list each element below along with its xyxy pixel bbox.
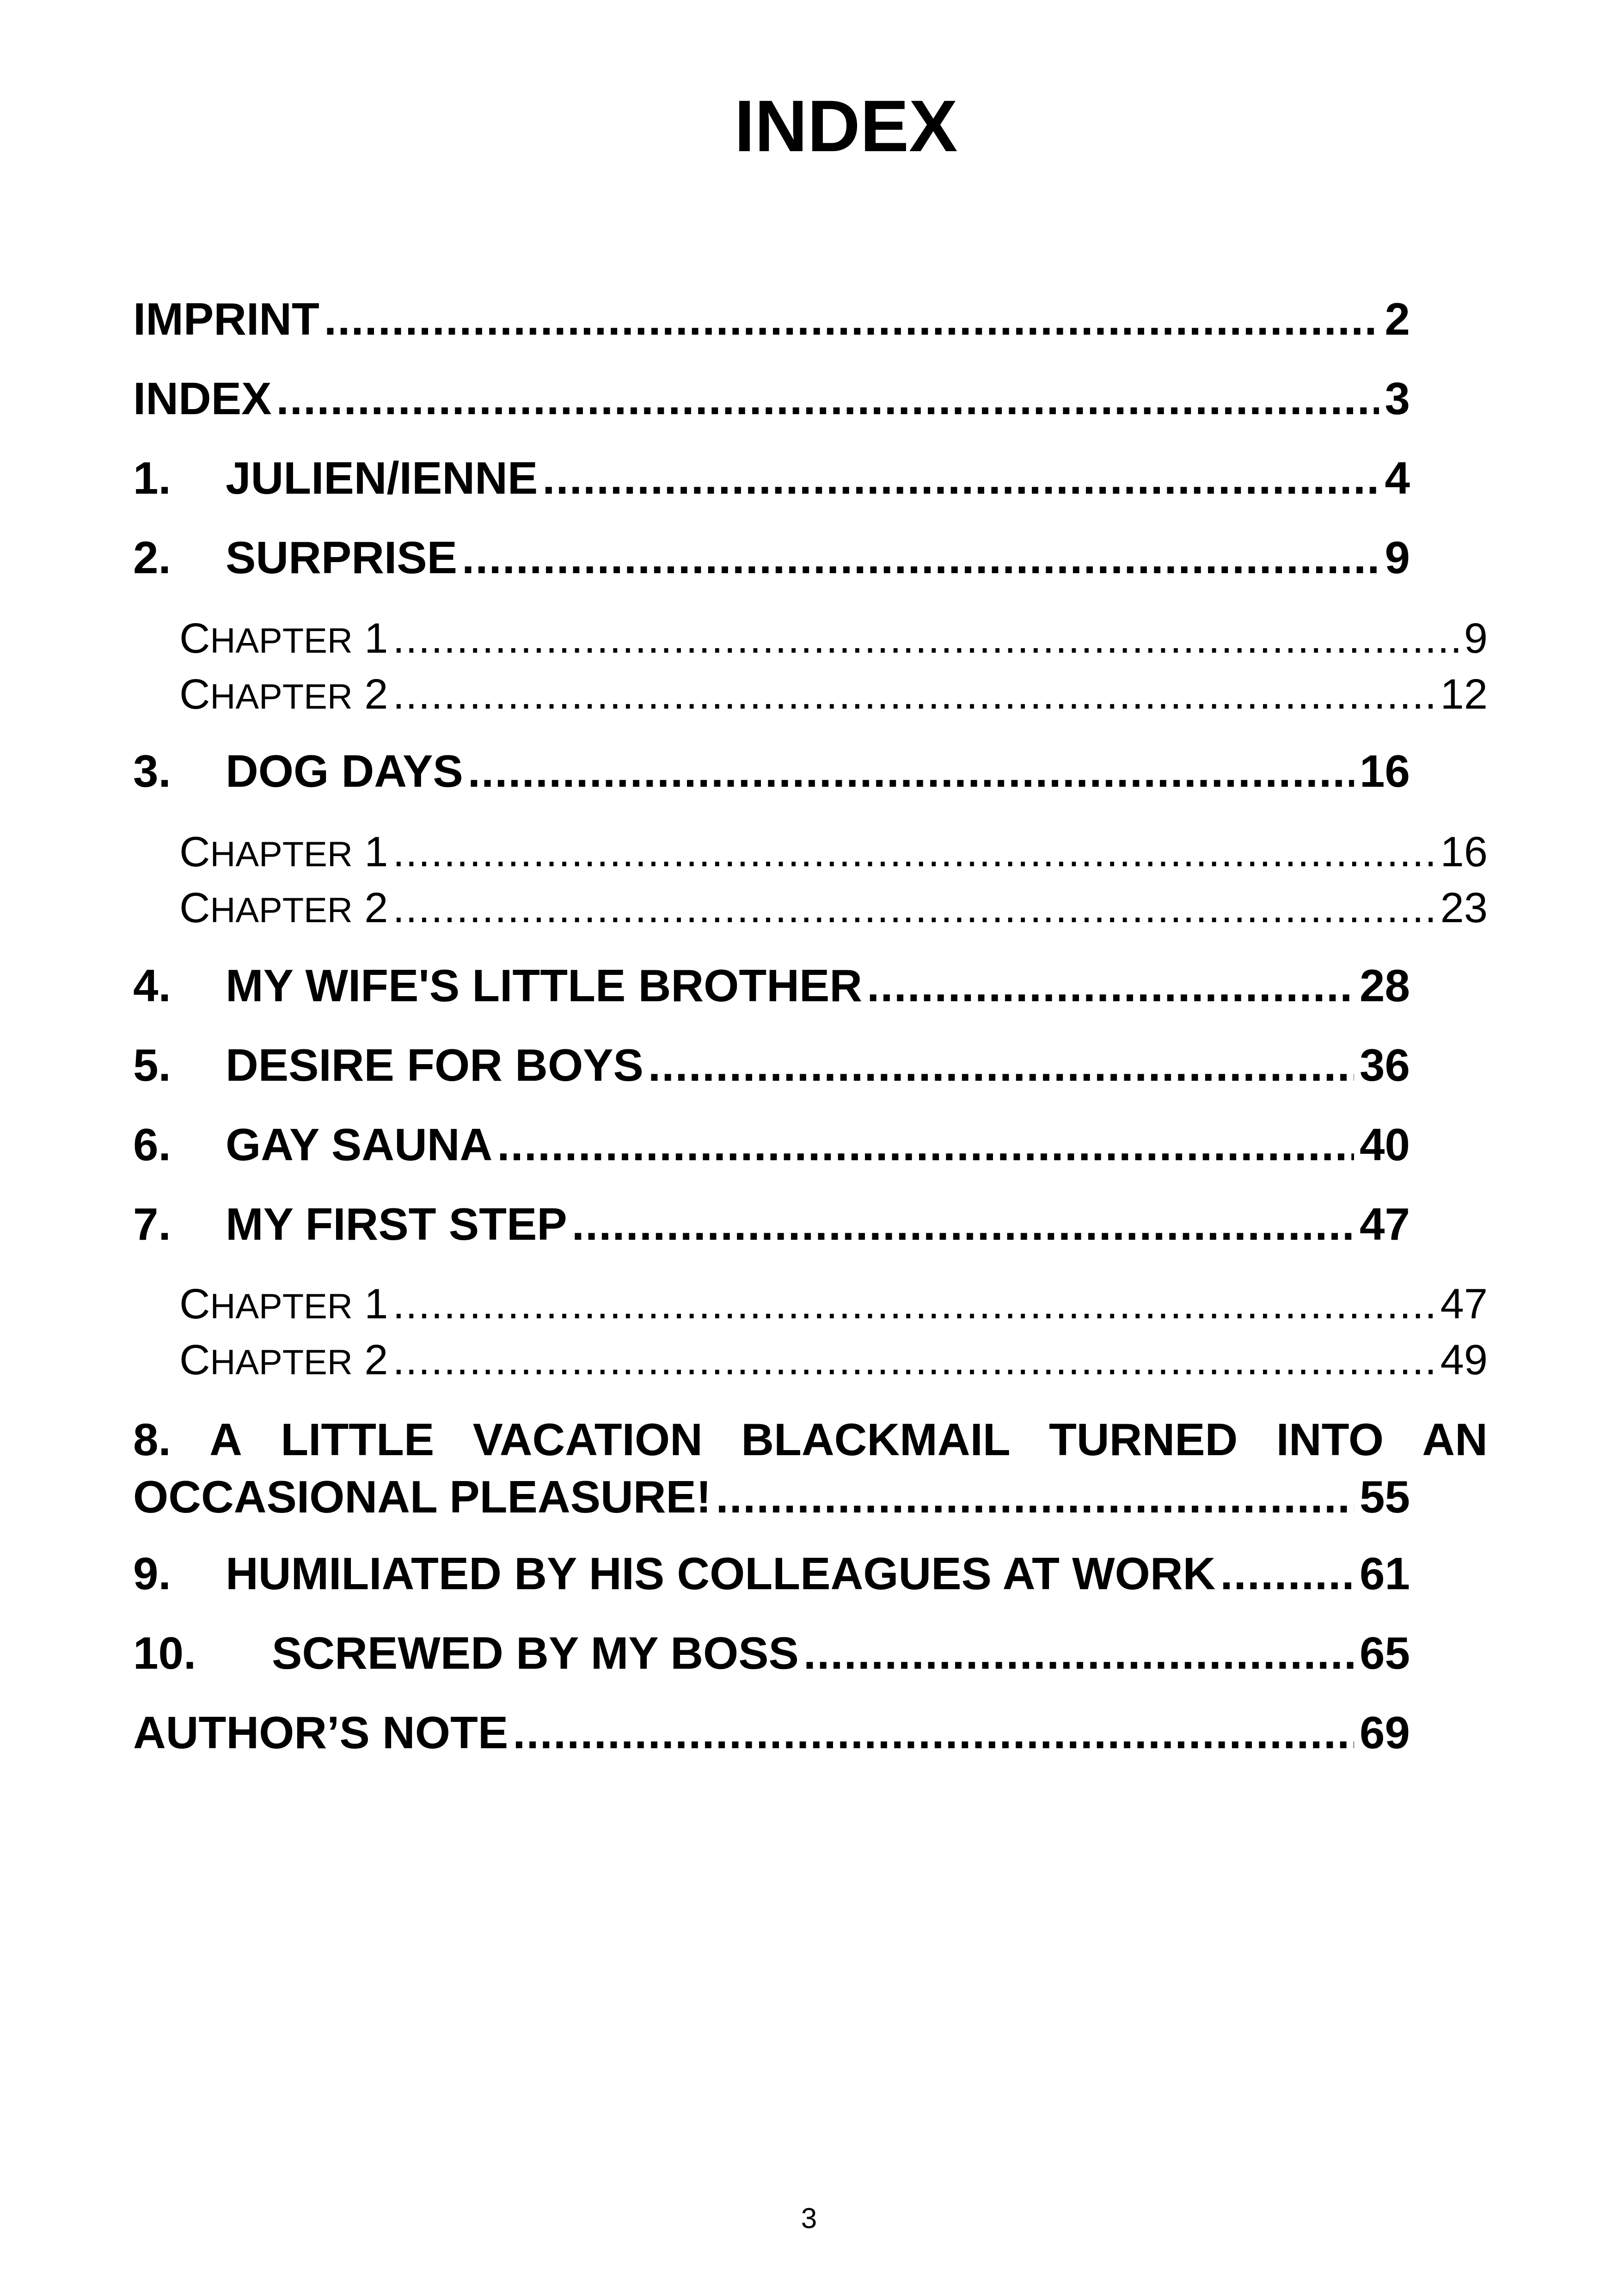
toc-entry-label: OCCASIONAL PLEASURE!	[133, 1471, 711, 1522]
toc-entry-label: DOG DAYS	[226, 746, 463, 796]
dot-leader	[392, 1334, 1434, 1386]
toc-entry-4[interactable]	[133, 958, 1410, 1013]
dot-leader	[803, 1625, 1354, 1681]
toc-entry-label: HUMILIATED BY HIS COLLEAGUES AT WORK	[226, 1548, 1216, 1599]
toc-subentry-page: 23	[1440, 884, 1488, 931]
toc-entry-page: 4	[1385, 453, 1410, 503]
toc-subentry-label: CHAPTER 2	[179, 884, 388, 931]
dot-leader	[867, 958, 1354, 1013]
toc-entry-number: 6.	[133, 1119, 171, 1170]
toc-entry-word: LITTLE	[281, 1414, 435, 1465]
toc-entry-page: 65	[1359, 1628, 1410, 1678]
toc-entry-number: 9.	[133, 1548, 171, 1599]
dot-leader	[542, 450, 1379, 506]
toc-entry-number: 10.	[133, 1628, 196, 1678]
toc-entry-number: 2.	[133, 532, 171, 583]
toc-entry-label-line1	[133, 1411, 1488, 1468]
toc-entry-number: 5.	[133, 1040, 171, 1090]
dot-leader	[324, 291, 1379, 347]
toc-subentry-label: CHAPTER 2	[179, 671, 388, 718]
toc-subentry[interactable]	[179, 826, 1488, 881]
toc-subentry-page: 12	[1440, 671, 1488, 718]
toc-entry-label: AUTHOR’S NOTE	[133, 1707, 509, 1758]
toc-subentry-page: 16	[1440, 828, 1488, 876]
toc-entry-5[interactable]	[133, 1037, 1410, 1093]
toc-entry-3[interactable]	[133, 743, 1410, 799]
dot-leader	[513, 1705, 1354, 1760]
toc-entry-page: 28	[1359, 960, 1410, 1011]
dot-leader	[462, 530, 1379, 585]
toc-entry-label: INDEX	[133, 373, 272, 424]
dot-leader	[276, 371, 1379, 426]
dot-leader	[716, 1468, 1354, 1525]
toc-entry-label: IMPRINT	[133, 294, 319, 344]
dot-leader	[648, 1037, 1354, 1093]
dot-leader	[1220, 1546, 1354, 1601]
toc-subentry-page: 47	[1440, 1280, 1488, 1328]
toc-subentry[interactable]	[179, 1334, 1488, 1389]
toc-entry-page: 47	[1359, 1199, 1410, 1249]
toc-entry-label: DESIRE FOR BOYS	[226, 1040, 644, 1090]
toc-entry-authors-note[interactable]	[133, 1705, 1410, 1760]
toc-entry-page: 3	[1385, 373, 1410, 424]
toc-entry-2[interactable]	[133, 530, 1410, 585]
toc-entry-label: JULIEN/IENNE	[226, 453, 538, 503]
toc-entry-word: AN	[1422, 1414, 1488, 1465]
toc-subentry-label: CHAPTER 2	[179, 1336, 388, 1384]
toc-subentry[interactable]	[179, 1278, 1488, 1333]
toc-entry-number: 8.	[133, 1414, 171, 1465]
toc-entry-word: A	[209, 1414, 242, 1465]
toc-subentry[interactable]	[179, 668, 1488, 723]
toc-entry-page: 61	[1359, 1548, 1410, 1599]
page-title: INDEX	[734, 86, 958, 167]
toc-entry-label: SURPRISE	[226, 532, 458, 583]
toc-entry-page: 36	[1359, 1040, 1410, 1090]
dot-leader	[392, 668, 1434, 720]
toc-entry-1[interactable]	[133, 450, 1410, 506]
toc-entry-number: 7.	[133, 1199, 171, 1249]
toc-entry-8[interactable]	[133, 1411, 1488, 1525]
toc-entry-page: 16	[1359, 746, 1410, 796]
toc-entry-9[interactable]	[133, 1546, 1410, 1601]
toc-entry-page: 40	[1359, 1119, 1410, 1170]
page-number: 3	[801, 2203, 817, 2235]
toc-subentry-label: CHAPTER 1	[179, 615, 388, 662]
dot-leader	[468, 743, 1354, 799]
toc-entry-word: TURNED	[1049, 1414, 1238, 1465]
dot-leader	[392, 882, 1434, 934]
toc-entry-page: 55	[1359, 1471, 1410, 1522]
toc-entry-label: SCREWED BY MY BOSS	[272, 1628, 799, 1678]
toc-entry-page: 2	[1385, 294, 1410, 344]
toc-entry-word: VACATION	[472, 1414, 703, 1465]
toc-entry-7[interactable]	[133, 1196, 1410, 1252]
toc-entry-label: GAY SAUNA	[226, 1119, 493, 1170]
toc-entry-imprint[interactable]	[133, 291, 1410, 347]
toc-entry-page: 69	[1359, 1707, 1410, 1758]
dot-leader	[392, 612, 1458, 664]
dot-leader	[392, 826, 1434, 878]
toc-entry-10[interactable]	[133, 1625, 1410, 1681]
toc-entry-label: MY WIFE'S LITTLE BROTHER	[226, 960, 863, 1011]
toc-entry-number: 4.	[133, 960, 171, 1011]
toc-subentry-label: CHAPTER 1	[179, 1280, 388, 1328]
dot-leader	[497, 1117, 1354, 1172]
dot-leader	[392, 1278, 1434, 1330]
toc-subentry-page: 49	[1440, 1336, 1488, 1384]
toc-entry-6[interactable]	[133, 1117, 1410, 1172]
toc-entry-number: 3.	[133, 746, 171, 796]
toc-subentry[interactable]	[179, 612, 1488, 667]
toc-entry-index[interactable]	[133, 371, 1410, 426]
toc-subentry-page: 9	[1464, 615, 1488, 662]
toc-subentry-label: CHAPTER 1	[179, 828, 388, 876]
toc-entry-label: MY FIRST STEP	[226, 1199, 567, 1249]
toc-subentry[interactable]	[179, 882, 1488, 937]
toc-entry-label-line2	[133, 1468, 1410, 1525]
toc-entry-word: BLACKMAIL	[741, 1414, 1011, 1465]
toc-entry-number: 1.	[133, 453, 171, 503]
toc-entry-word: INTO	[1276, 1414, 1384, 1465]
dot-leader	[572, 1196, 1354, 1252]
toc-entry-page: 9	[1385, 532, 1410, 583]
